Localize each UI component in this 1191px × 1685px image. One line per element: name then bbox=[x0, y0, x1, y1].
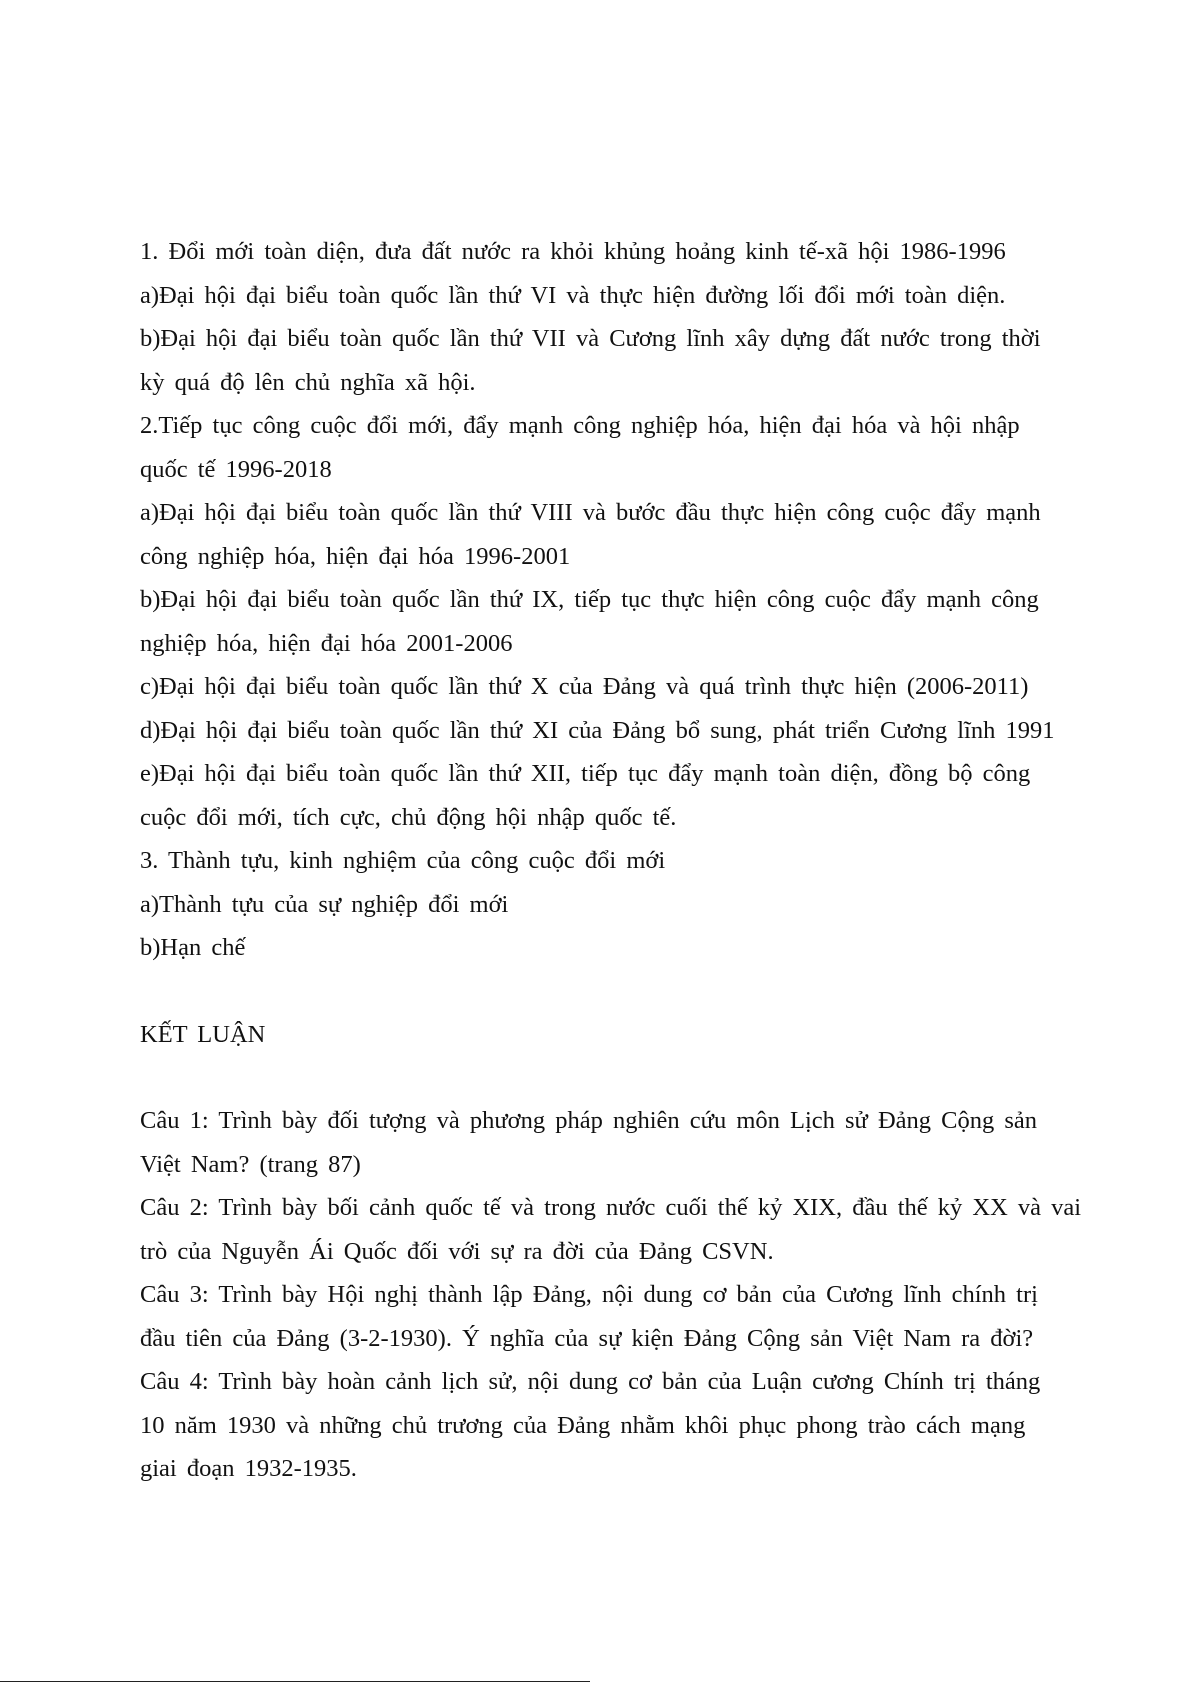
section-3b: b)Hạn chế bbox=[140, 934, 246, 961]
section-2c: c)Đại hội đại biểu toàn quốc lần thứ X của Đảng và quá trình thực hiện (2006-2011) bbox=[140, 673, 1029, 700]
question-3: Câu 3: Trình bày Hội nghị thành lập Đảng, nội dung cơ bản của Cương lĩnh chính trị bbox=[140, 1281, 1038, 1308]
question-2: Câu 2: Trình bày bối cảnh quốc tế và trong nước cuối thế kỷ XIX, đầu thế kỷ XX và vai bbox=[140, 1194, 1082, 1221]
section-1b-continued: kỳ quá độ lên chủ nghĩa xã hội. bbox=[140, 368, 476, 396]
section-2b-continued: nghiệp hóa, hiện đại hóa 2001-2006 bbox=[140, 629, 513, 657]
section-2e: e)Đại hội đại biểu toàn quốc lần thứ XII, tiếp tục đẩy mạnh toàn diện, đồng bộ công bbox=[140, 760, 1031, 787]
question-2-continued: trò của Nguyễn Ái Quốc đối với sự ra đời của Đảng CSVN. bbox=[140, 1237, 774, 1265]
question-4-continued-2: giai đoạn 1932-1935. bbox=[140, 1455, 357, 1482]
blank-line bbox=[140, 1056, 1160, 1099]
footnote-divider bbox=[0, 1681, 590, 1682]
section-2a: a)Đại hội đại biểu toàn quốc lần thứ VIII và bước đầu thực hiện công cuộc đẩy mạnh bbox=[140, 499, 1041, 526]
question-4-continued: 10 năm 1930 và những chủ trương của Đảng nhằm khôi phục phong trào cách mạng bbox=[140, 1411, 1026, 1439]
document-body bbox=[140, 230, 1160, 1491]
section-3-heading: 3. Thành tựu, kinh nghiệm của công cuộc đổi mới bbox=[140, 847, 666, 874]
section-1-heading: 1. Đổi mới toàn diện, đưa đất nước ra khỏi khủng hoảng kinh tế-xã hội 1986-1996 bbox=[140, 238, 1006, 265]
blank-line bbox=[140, 970, 1160, 1013]
section-2d: d)Đại hội đại biểu toàn quốc lần thứ XI của Đảng bổ sung, phát triển Cương lĩnh 1991 bbox=[140, 716, 1055, 744]
question-1-continued: Việt Nam? (trang 87) bbox=[140, 1150, 361, 1178]
question-3-continued: đầu tiên của Đảng (3-2-1930). Ý nghĩa của sự kiện Đảng Cộng sản Việt Nam ra đời? bbox=[140, 1324, 1034, 1352]
section-1b: b)Đại hội đại biểu toàn quốc lần thứ VII và Cương lĩnh xây dựng đất nước trong thời bbox=[140, 325, 1041, 352]
question-4: Câu 4: Trình bày hoàn cảnh lịch sử, nội dung cơ bản của Luận cương Chính trị tháng bbox=[140, 1368, 1041, 1395]
section-2e-continued: cuộc đổi mới, tích cực, chủ động hội nhập quốc tế. bbox=[140, 803, 677, 831]
question-1: Câu 1: Trình bày đối tượng và phương pháp nghiên cứu môn Lịch sử Đảng Cộng sản bbox=[140, 1107, 1038, 1134]
section-2a-continued: công nghiệp hóa, hiện đại hóa 1996-2001 bbox=[140, 542, 571, 570]
section-2-heading-continued: quốc tế 1996-2018 bbox=[140, 455, 332, 483]
section-2-heading: 2.Tiếp tục công cuộc đổi mới, đẩy mạnh công nghiệp hóa, hiện đại hóa và hội nhập bbox=[140, 412, 1020, 439]
section-3a: a)Thành tựu của sự nghiệp đổi mới bbox=[140, 890, 509, 918]
section-2b: b)Đại hội đại biểu toàn quốc lần thứ IX, tiếp tục thực hiện công cuộc đẩy mạnh công bbox=[140, 586, 1039, 613]
section-1a: a)Đại hội đại biểu toàn quốc lần thứ VI và thực hiện đường lối đổi mới toàn diện. bbox=[140, 281, 1006, 309]
conclusion-heading: KẾT LUẬN bbox=[140, 1020, 266, 1048]
